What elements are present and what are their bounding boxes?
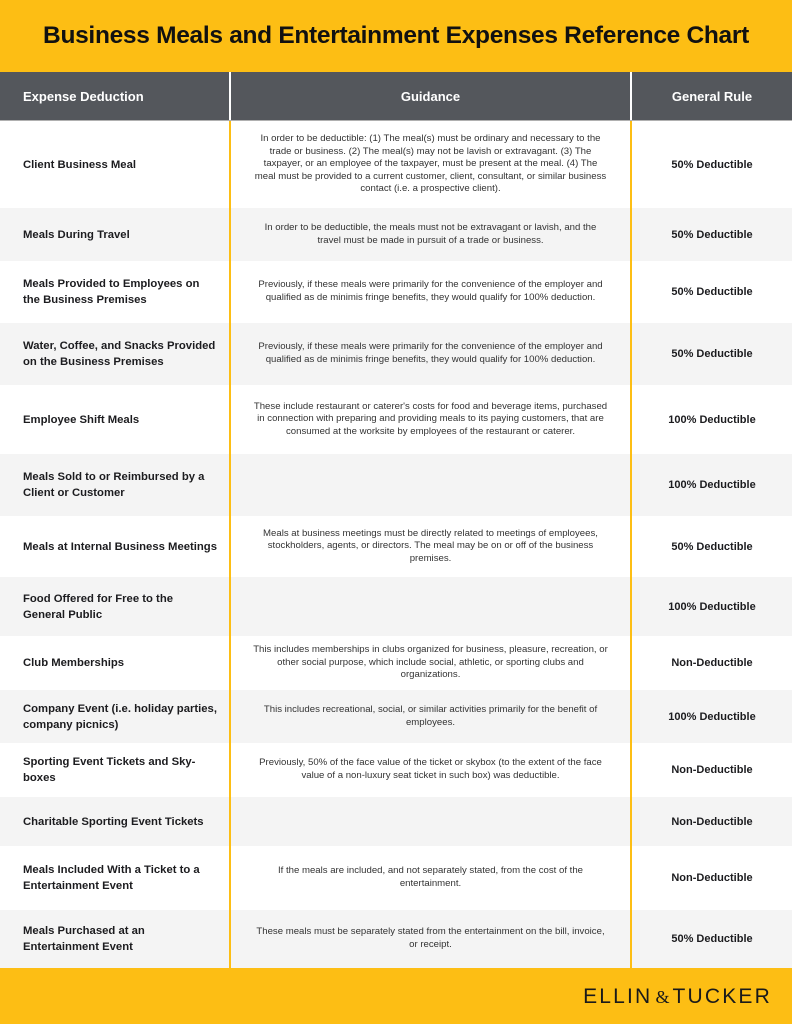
logo-text-tucker: TUCKER	[672, 985, 772, 1008]
guidance-cell: Previously, 50% of the face value of the ticket or skybox (to the extent of the face value of a non-luxury seat ticket in such box) was deductible.	[231, 743, 632, 797]
rule-cell: 50% Deductible	[671, 348, 753, 360]
rule-cell: 100% Deductible	[668, 600, 756, 613]
guidance-cell: These include restaurant or caterer's costs for food and beverage items, purchased in connection with preparing and providing meals to its paying customers, that are consumed at the worksite by employees of the restaurant or caterer.	[231, 385, 632, 454]
table-row	[0, 261, 792, 323]
expense-cell: Employee Shift Meals	[0, 385, 231, 454]
table-body	[0, 121, 792, 968]
guidance-cell: If the meals are included, and not separately stated, from the cost of the entertainment.	[231, 846, 632, 910]
rule-cell: 50% Deductible	[671, 158, 753, 171]
rule-cell: 50% Deductible	[671, 228, 753, 241]
table-row	[0, 690, 792, 743]
column-header-rule: General Rule	[671, 88, 753, 104]
rule-cell: 50% Deductible	[671, 933, 753, 945]
guidance-cell: In order to be deductible: (1) The meal(s) must be ordinary and necessary to the trade or business. (2) The meal(s) may not be lavish or extravagant. (3) The taxpayer, or an employee of the taxpayer, must be present at the meal. (4) The meal must be provided to a current customer, client, consultant, or similar business contact (i.e. a prospective client).	[231, 121, 632, 208]
expense-cell: Meals Purchased at an Entertainment Event	[0, 910, 231, 968]
table-row	[0, 577, 792, 636]
guidance-cell: Meals at business meetings must be directly related to meetings of employees, stockholders, agents, or directors. The meal may be on or off of the business premises.	[231, 516, 632, 577]
guidance-cell	[231, 577, 632, 636]
guidance-cell: Previously, if these meals were primarily for the convenience of the employer and qualified as de minimis fringe benefits, they would qualify for 100% deduction.	[231, 261, 632, 323]
expense-cell: Sporting Event Tickets and Sky-boxes	[0, 743, 231, 797]
rule-cell: Non-Deductible	[671, 815, 753, 828]
footer-bar	[0, 968, 792, 1024]
table-row	[0, 208, 792, 261]
expense-cell: Meals at Internal Business Meetings	[0, 516, 231, 577]
page-title: Business Meals and Entertainment Expenses Reference Chart	[43, 22, 749, 49]
expense-cell: Client Business Meal	[0, 121, 231, 208]
table-row	[0, 454, 792, 516]
rule-cell: Non-Deductible	[671, 657, 753, 669]
rule-cell: 100% Deductible	[668, 710, 756, 723]
table-row	[0, 743, 792, 797]
expense-cell: Meals During Travel	[0, 208, 231, 261]
table-row	[0, 385, 792, 454]
ellin-tucker-logo	[583, 985, 772, 1009]
rule-cell: 100% Deductible	[668, 479, 756, 491]
expense-cell: Charitable Sporting Event Tickets	[0, 797, 231, 846]
guidance-cell: This includes memberships in clubs organized for business, pleasure, recreation, or other social purpose, which include social, athletic, or sporting clubs and organizations.	[231, 636, 632, 690]
column-header-guidance: Guidance	[231, 72, 632, 120]
guidance-cell: Previously, if these meals were primarily for the convenience of the employer and qualified as de minimis fringe benefits, they would qualify for 100% deduction.	[231, 323, 632, 385]
table-row	[0, 121, 792, 208]
expense-cell: Water, Coffee, and Snacks Provided on the Business Premises	[0, 323, 231, 385]
guidance-cell	[231, 454, 632, 516]
table-row	[0, 910, 792, 968]
table-row	[0, 636, 792, 690]
expense-cell: Club Memberships	[0, 636, 231, 690]
expense-cell: Company Event (i.e. holiday parties, company picnics)	[0, 690, 231, 743]
expense-cell: Food Offered for Free to the General Public	[0, 577, 231, 636]
guidance-cell: These meals must be separately stated from the entertainment on the bill, invoice, or receipt.	[231, 910, 632, 968]
guidance-cell: In order to be deductible, the meals must not be extravagant or lavish, and the travel must be made in pursuit of a trade or business.	[231, 208, 632, 261]
guidance-cell	[231, 797, 632, 846]
expense-cell: Meals Provided to Employees on the Business Premises	[0, 261, 231, 323]
expense-cell: Meals Included With a Ticket to a Entertainment Event	[0, 846, 231, 910]
rule-cell: Non-Deductible	[671, 764, 753, 776]
logo-ampersand: &	[655, 987, 670, 1007]
table-row	[0, 323, 792, 385]
title-bar	[0, 0, 792, 72]
table-row	[0, 846, 792, 910]
rule-cell: 50% Deductible	[671, 540, 753, 553]
table-row	[0, 516, 792, 577]
column-header-expense: Expense Deduction	[0, 72, 231, 120]
table-row	[0, 797, 792, 846]
rule-cell: 100% Deductible	[668, 413, 756, 426]
expense-cell: Meals Sold to or Reimbursed by a Client or Customer	[0, 454, 231, 516]
logo-text-ellin: ELLIN	[583, 985, 653, 1008]
rule-cell: Non-Deductible	[671, 872, 753, 884]
rule-cell: 50% Deductible	[671, 286, 753, 298]
guidance-cell: This includes recreational, social, or similar activities primarily for the benefit of employees.	[231, 690, 632, 743]
table-header	[0, 72, 792, 121]
